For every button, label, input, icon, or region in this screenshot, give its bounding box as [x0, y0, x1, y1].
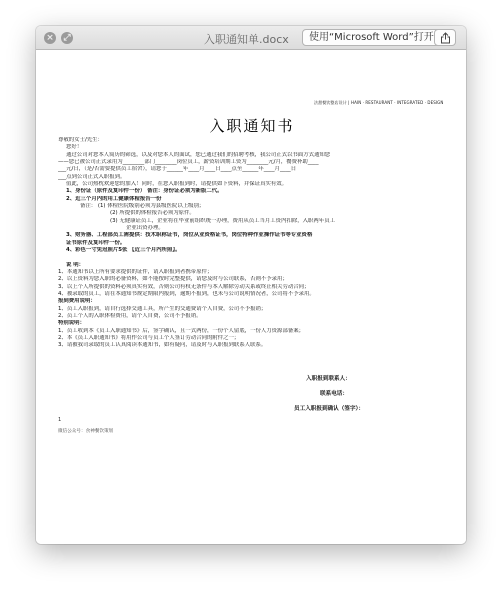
- signature-confirm-label: 员工入职报到确认（签字）：: [294, 406, 364, 412]
- document-line: (3) 无健康证员工，企业将在毕业前组织统一办理，费用从员工当月工资内扣除，入职两年员工: [110, 217, 335, 224]
- document-line: 备注： (1) 体检医院级别必须为县级医院以上级别；: [80, 203, 205, 210]
- close-icon[interactable]: ×: [44, 32, 56, 44]
- document-line: ___元/日，（是/否需要提供员工宿舍），请您于______年____月____日____点至______年____月____日: [58, 166, 297, 173]
- document-line: 企业出资办理。: [126, 225, 164, 232]
- fullscreen-icon[interactable]: ⤢: [61, 32, 73, 44]
- document-line: 说 明：: [66, 261, 85, 268]
- document-line: 3、财务器、工程部员工需提供：技术职称证书，岗位从业资格证书，岗位特种作业操作证书等专业资格: [66, 232, 313, 239]
- document-body: [58, 137, 446, 350]
- document-line: 3、请被我司录取的员工认真阅读本通知书，如有疑问，请及时与入职报到联系人联系。: [58, 342, 267, 349]
- document-line: 1、员工收到本《员工入职通知书》后，签字确认，且一式两份，一份个人留底，一份人力资源部备案；: [58, 327, 305, 334]
- document-line: 4、被录取的员工，请在本通知书规定期限内报到，逾期不报到，也未与公司说明情况者，公司将不予录用。: [58, 290, 315, 297]
- document-line: 1、员工入职报到，请自行选择交通工具，所产生的交通费请个人自费，公司不予报销；: [58, 305, 267, 312]
- document-line: ___点到公司正式入职报到。: [58, 173, 126, 180]
- open-with-word-button[interactable]: 使用“Microsoft Word”打开: [302, 29, 441, 46]
- document-line: 报到费用说明：: [58, 298, 96, 305]
- document-line: 尊敬的女士/先生：: [58, 137, 103, 143]
- document-line: 2、近三个月内的用工健康体检报告一份: [66, 195, 162, 202]
- contact-phone-label: 联系电话：: [320, 391, 348, 397]
- document-footer: 微信公众号：食神餐饮策划: [58, 429, 114, 434]
- share-icon: [440, 32, 451, 44]
- document-line: 值此，公司热枕欢迎您的加入！同时，在您入职报到时，请提供如下资料，并保证真实有效。: [66, 181, 288, 188]
- document-line: 证书原件及复印件一份。: [66, 239, 126, 246]
- document-line: 通过公司对您本人简历的筛选，以及对您本人的面试，您已通过我们的招聘考核，我公司正式以书面方式通知您: [66, 151, 331, 158]
- document-preview[interactable]: [36, 51, 466, 544]
- contact-person-label: 入职报到联系人：: [306, 376, 351, 382]
- document-line: 3、以上个人所提供的资料必须真实有效，否则公司有权无条件与本人解除劳动关系或终止相关劳动合同；: [58, 283, 310, 290]
- document-title: 入职通知书: [209, 117, 295, 135]
- document-header: 法甜餐饮整店设计 | HAIN · RESTAURANT · INTEGRATED · DESIGN: [314, 100, 444, 105]
- document-line: 2、本《员工入职通知书》将用作公司与员工个人签订劳动合同的附件之一；: [58, 334, 240, 341]
- title-bar: [36, 26, 466, 50]
- document-line: 4、彩色一寸免冠照片5张 【近三个月内所照】。: [66, 247, 181, 254]
- document-line: 1、本通知书以上所有要求提供的证件，请入职报到者携带原件；: [58, 268, 213, 275]
- document-line: 特别说明：: [58, 320, 85, 327]
- page-number: 1: [58, 417, 62, 423]
- document-line: (2) 所提供的体检报告必须为原件。: [110, 210, 195, 217]
- document-line: 2、员工个人的入职体检费用，请个人自费，公司不予报销。: [58, 312, 202, 319]
- document-line: 2、以上资料为您入职的必备资料，如不能按时完整提供，请您及时与公司联系，否则不予录用；: [58, 276, 288, 283]
- document-line: ——您已被公司正式录用为________部门________岗位员工，薪资培训期工资为________元/月，餐费补助____: [58, 159, 319, 166]
- quicklook-window: [36, 26, 466, 544]
- window-title: 入职通知单.docx: [204, 33, 289, 46]
- document-line: 1、身份证（原件及复印件一份） 备注：身份证必须为新版二代。: [66, 188, 223, 195]
- share-button[interactable]: [434, 29, 456, 46]
- document-line: 您好！: [66, 144, 83, 151]
